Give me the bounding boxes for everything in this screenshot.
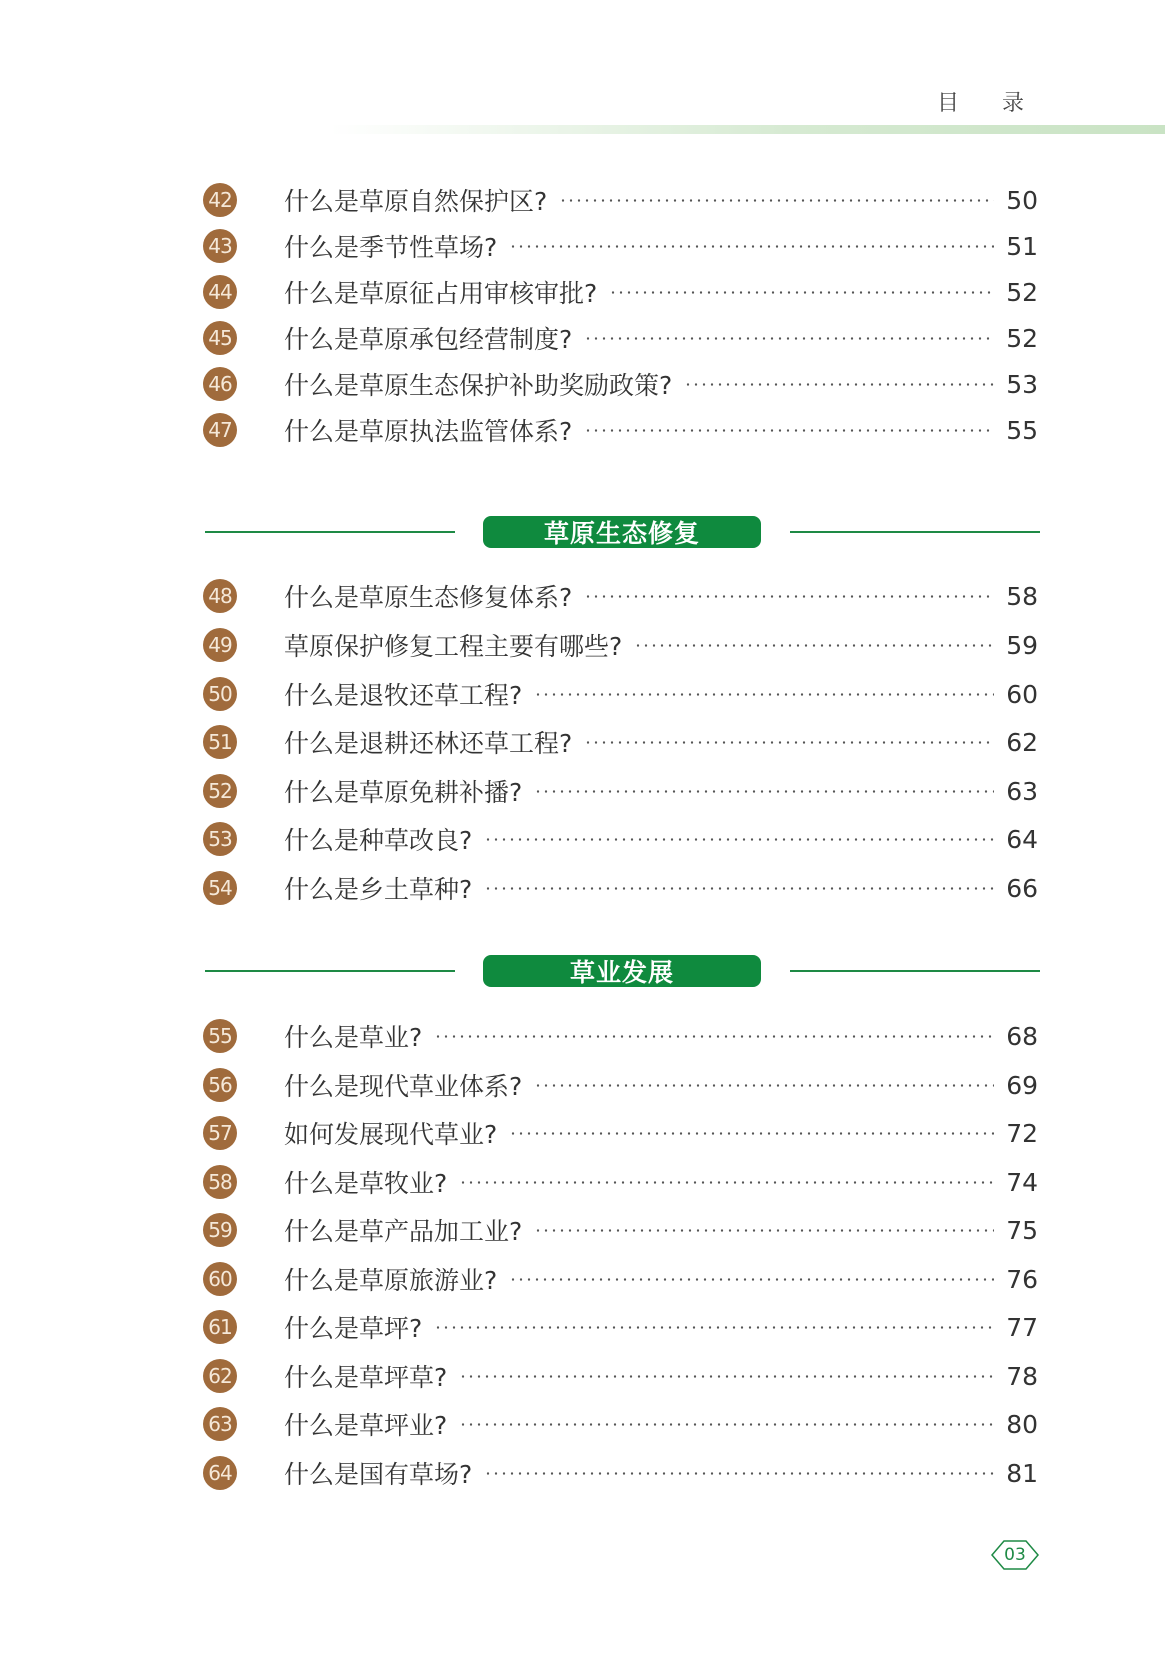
toc-entry[interactable] xyxy=(203,364,1038,404)
entry-title: 什么是草原承包经营制度? xyxy=(284,325,573,354)
entry-number-badge: 62 xyxy=(203,1359,237,1393)
entry-title: 如何发展现代草业? xyxy=(284,1120,498,1149)
entry-page-number: 78 xyxy=(1006,1361,1038,1391)
entry-page-number: 72 xyxy=(1006,1118,1038,1148)
entry-page-number: 64 xyxy=(1006,824,1038,854)
dot-leader xyxy=(509,1132,994,1135)
entry-title: 什么是种草改良? xyxy=(284,826,473,855)
entry-number-badge: 47 xyxy=(203,413,237,447)
dot-leader xyxy=(534,790,994,793)
dot-leader xyxy=(534,1229,994,1232)
toc-entry[interactable] xyxy=(203,1065,1038,1105)
dot-leader xyxy=(534,1084,994,1087)
dot-leader xyxy=(459,1375,994,1378)
entry-title: 什么是草坪业? xyxy=(284,1411,448,1440)
section-rule-right xyxy=(790,970,1040,972)
entry-title: 什么是季节性草场? xyxy=(284,233,498,262)
entry-title: 什么是草原免耕补播? xyxy=(284,778,523,807)
entry-title: 什么是草产品加工业? xyxy=(284,1217,523,1246)
entry-page-number: 50 xyxy=(1006,185,1038,215)
toc-entry[interactable] xyxy=(203,272,1038,312)
toc-entry[interactable] xyxy=(203,576,1038,616)
entry-page-number: 74 xyxy=(1006,1167,1038,1197)
entry-page-number: 68 xyxy=(1006,1021,1038,1051)
entry-title: 什么是草原生态保护补助奖励政策? xyxy=(284,371,673,400)
entry-number-badge: 56 xyxy=(203,1068,237,1102)
dot-leader xyxy=(484,838,994,841)
entry-title: 草原保护修复工程主要有哪些? xyxy=(284,632,623,661)
toc-entry[interactable] xyxy=(203,1016,1038,1056)
toc-entry[interactable] xyxy=(203,1307,1038,1347)
entry-page-number: 76 xyxy=(1006,1264,1038,1294)
toc-entry[interactable] xyxy=(203,1259,1038,1299)
dot-leader xyxy=(484,1472,994,1475)
toc-entry[interactable] xyxy=(203,410,1038,450)
entry-page-number: 52 xyxy=(1006,277,1038,307)
dot-leader xyxy=(584,595,994,598)
dot-leader xyxy=(584,741,994,744)
toc-entry[interactable] xyxy=(203,674,1038,714)
entry-number-badge: 59 xyxy=(203,1213,237,1247)
toc-entry[interactable] xyxy=(203,318,1038,358)
running-header-title: 目 录 xyxy=(937,91,1042,116)
toc-entry[interactable] xyxy=(203,1113,1038,1153)
entry-number-badge: 63 xyxy=(203,1407,237,1441)
dot-leader xyxy=(434,1035,994,1038)
entry-title: 什么是退耕还林还草工程? xyxy=(284,729,573,758)
entry-page-number: 59 xyxy=(1006,630,1038,660)
entry-number-badge: 58 xyxy=(203,1165,237,1199)
entry-title: 什么是草业? xyxy=(284,1023,423,1052)
entry-title: 什么是草原自然保护区? xyxy=(284,187,548,216)
entry-page-number: 77 xyxy=(1006,1312,1038,1342)
dot-leader xyxy=(634,644,994,647)
entry-number-badge: 46 xyxy=(203,367,237,401)
section-rule-left xyxy=(205,970,455,972)
dot-leader xyxy=(459,1181,994,1184)
toc-entry[interactable] xyxy=(203,1453,1038,1493)
section-heading-grass-industry xyxy=(205,955,1040,989)
entry-number-badge: 48 xyxy=(203,579,237,613)
entry-page-number: 63 xyxy=(1006,776,1038,806)
entry-title: 什么是草坪草? xyxy=(284,1363,448,1392)
entry-page-number: 58 xyxy=(1006,581,1038,611)
dot-leader xyxy=(584,337,994,340)
toc-entry[interactable] xyxy=(203,625,1038,665)
entry-number-badge: 55 xyxy=(203,1019,237,1053)
entry-number-badge: 57 xyxy=(203,1116,237,1150)
dot-leader xyxy=(434,1326,994,1329)
toc-entry[interactable] xyxy=(203,1210,1038,1250)
dot-leader xyxy=(609,291,994,294)
entry-page-number: 80 xyxy=(1006,1409,1038,1439)
entry-number-badge: 50 xyxy=(203,677,237,711)
entry-title: 什么是乡土草种? xyxy=(284,875,473,904)
entry-title: 什么是草坪? xyxy=(284,1314,423,1343)
entry-number-badge: 64 xyxy=(203,1456,237,1490)
entry-page-number: 52 xyxy=(1006,323,1038,353)
entry-title: 什么是草牧业? xyxy=(284,1169,448,1198)
entry-number-badge: 45 xyxy=(203,321,237,355)
entry-title: 什么是草原征占用审核审批? xyxy=(284,279,598,308)
toc-entry[interactable] xyxy=(203,1404,1038,1444)
entry-page-number: 75 xyxy=(1006,1215,1038,1245)
header-gradient-rule xyxy=(330,125,1165,134)
entry-number-badge: 61 xyxy=(203,1310,237,1344)
section-heading-ecological-restoration xyxy=(205,516,1040,550)
dot-leader xyxy=(584,429,994,432)
toc-entry[interactable] xyxy=(203,771,1038,811)
dot-leader xyxy=(484,887,994,890)
entry-page-number: 60 xyxy=(1006,679,1038,709)
entry-title: 什么是草原生态修复体系? xyxy=(284,583,573,612)
dot-leader xyxy=(509,245,994,248)
entry-number-badge: 60 xyxy=(203,1262,237,1296)
section-title-pill: 草原生态修复 xyxy=(483,516,761,548)
entry-page-number: 53 xyxy=(1006,369,1038,399)
entry-title: 什么是草原旅游业? xyxy=(284,1266,498,1295)
dot-leader xyxy=(559,199,994,202)
toc-entry[interactable] xyxy=(203,722,1038,762)
toc-entry[interactable] xyxy=(203,819,1038,859)
entry-title: 什么是退牧还草工程? xyxy=(284,681,523,710)
entry-title: 什么是国有草场? xyxy=(284,1460,473,1489)
entry-number-badge: 53 xyxy=(203,822,237,856)
section-title-pill: 草业发展 xyxy=(483,955,761,987)
entry-title: 什么是现代草业体系? xyxy=(284,1072,523,1101)
toc-entry[interactable] xyxy=(203,180,1038,220)
entry-page-number: 55 xyxy=(1006,415,1038,445)
entry-number-badge: 49 xyxy=(203,628,237,662)
page-number: 03 xyxy=(1004,1545,1026,1565)
entry-page-number: 51 xyxy=(1006,231,1038,261)
entry-number-badge: 44 xyxy=(203,275,237,309)
toc-entry[interactable] xyxy=(203,226,1038,266)
entry-page-number: 69 xyxy=(1006,1070,1038,1100)
dot-leader xyxy=(684,383,994,386)
entry-number-badge: 51 xyxy=(203,725,237,759)
entry-number-badge: 54 xyxy=(203,871,237,905)
entry-number-badge: 52 xyxy=(203,774,237,808)
toc-entry[interactable] xyxy=(203,1356,1038,1396)
page-number-badge xyxy=(990,1538,1040,1572)
entry-page-number: 81 xyxy=(1006,1458,1038,1488)
dot-leader xyxy=(509,1278,994,1281)
section-rule-right xyxy=(790,531,1040,533)
section-rule-left xyxy=(205,531,455,533)
toc-entry[interactable] xyxy=(203,868,1038,908)
entry-page-number: 66 xyxy=(1006,873,1038,903)
entry-number-badge: 42 xyxy=(203,183,237,217)
toc-entry[interactable] xyxy=(203,1162,1038,1202)
dot-leader xyxy=(534,693,994,696)
entry-title: 什么是草原执法监管体系? xyxy=(284,417,573,446)
dot-leader xyxy=(459,1423,994,1426)
entry-page-number: 62 xyxy=(1006,727,1038,757)
entry-number-badge: 43 xyxy=(203,229,237,263)
